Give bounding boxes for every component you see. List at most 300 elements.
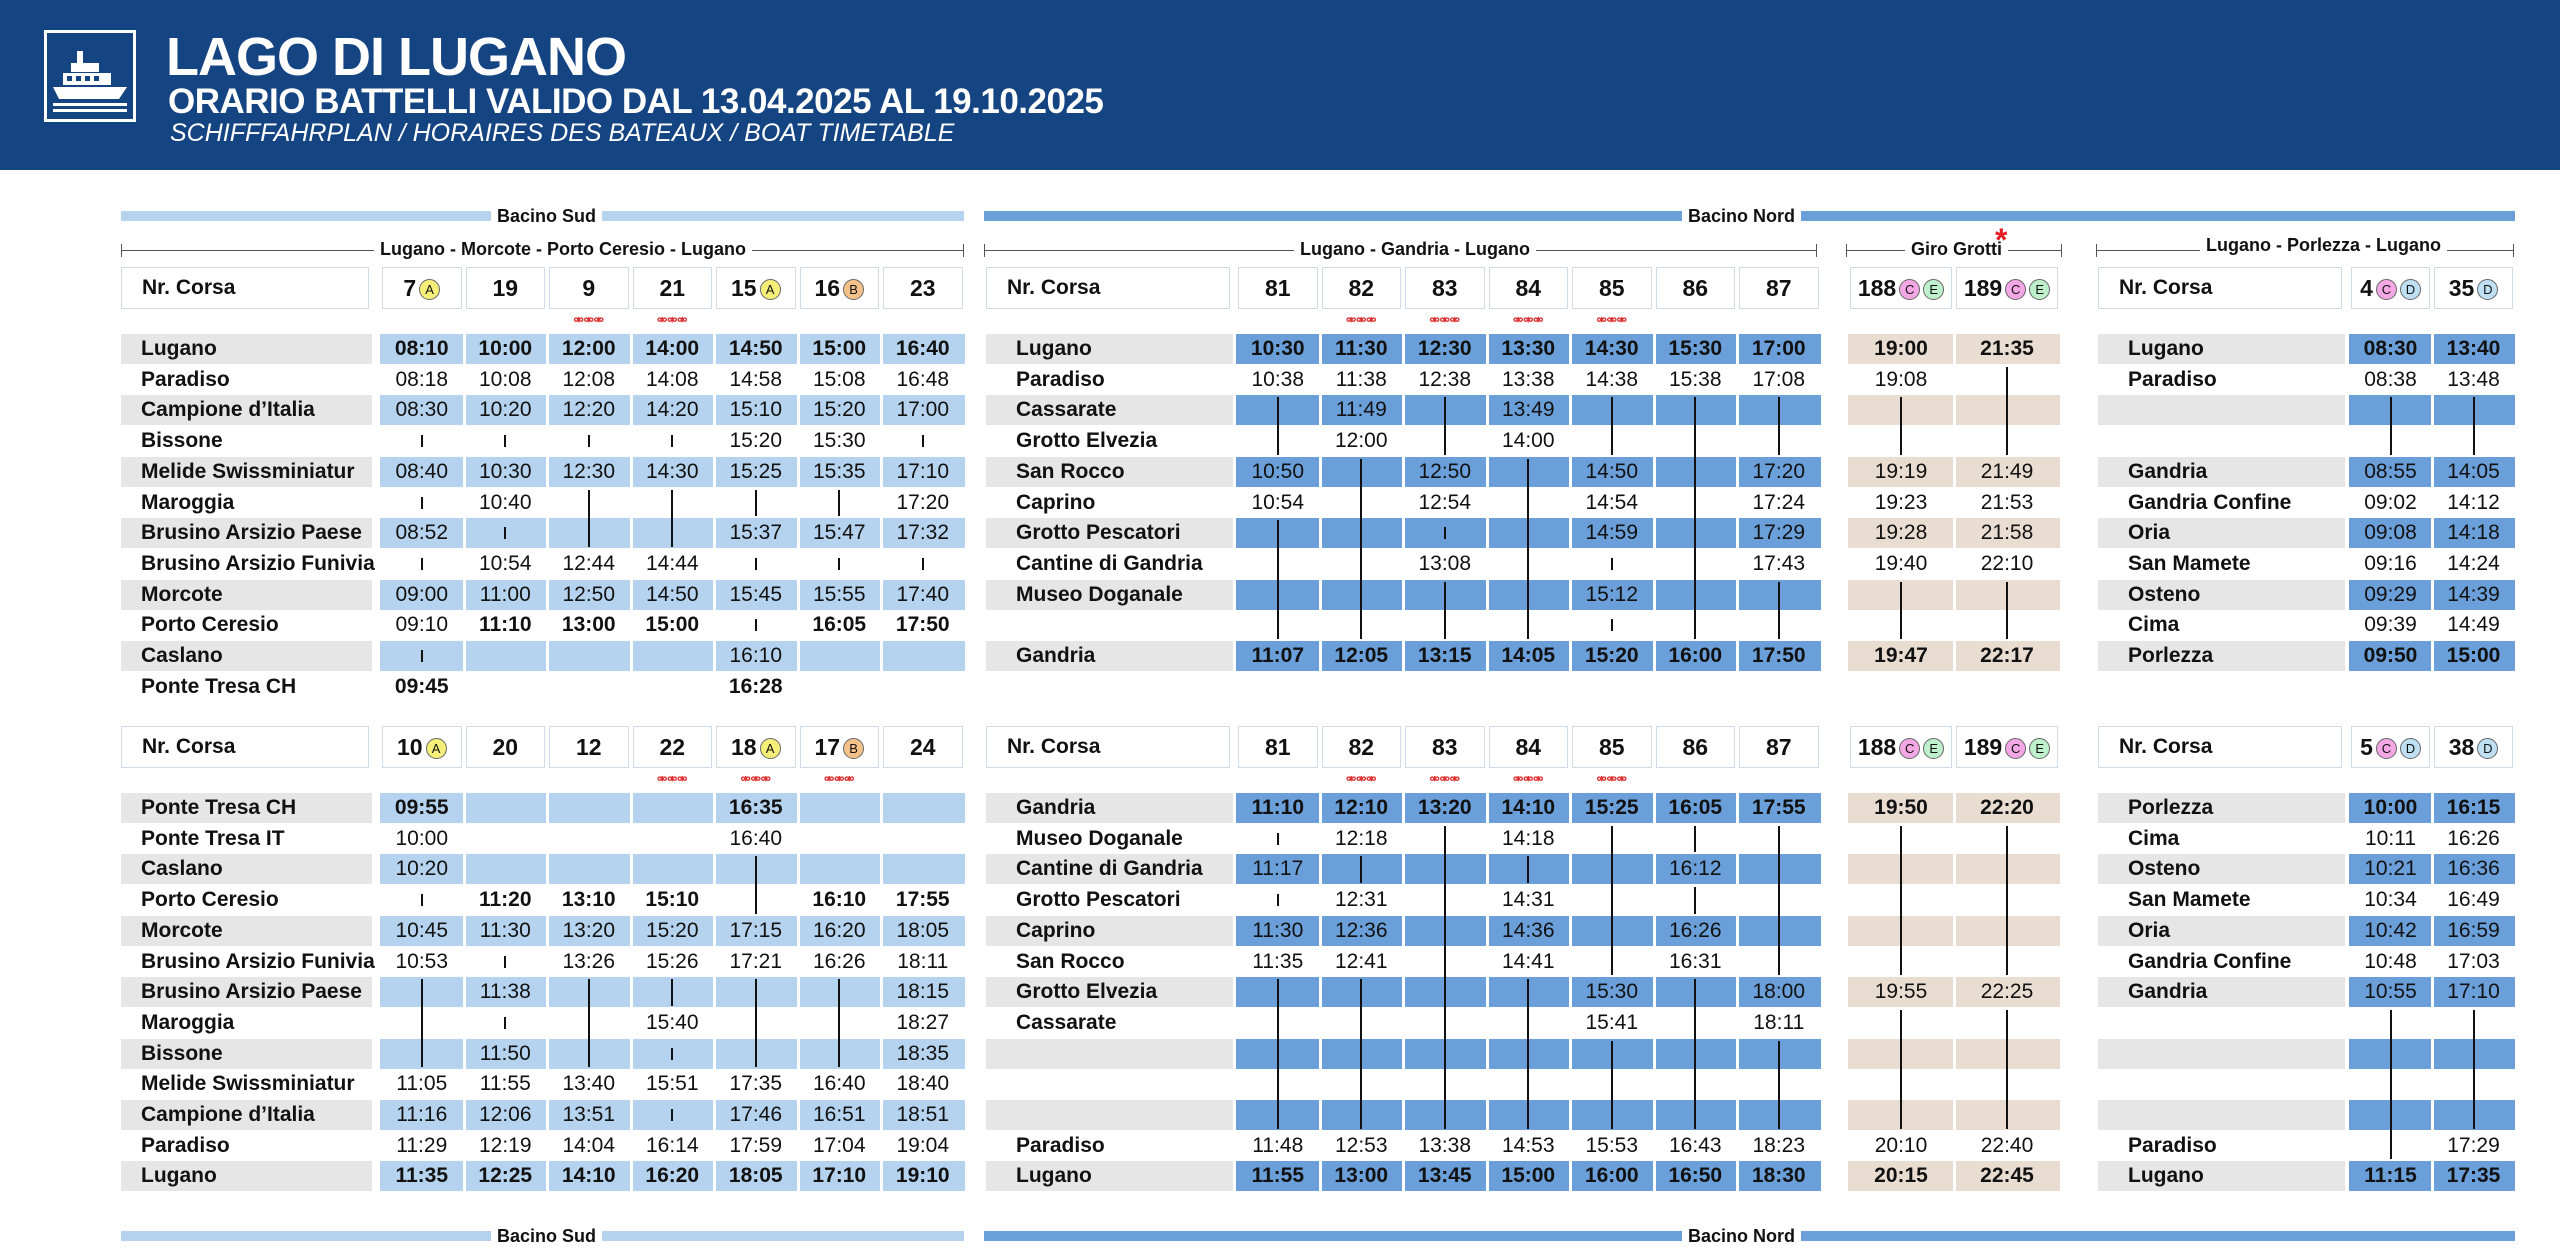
bike-icon: ⚮⚮⚮ xyxy=(1346,772,1377,786)
departure-time: 10:00 xyxy=(2363,796,2418,819)
departure-time: 10:00 xyxy=(478,337,533,360)
departure-time: 12:44 xyxy=(562,551,616,575)
departure-time: 13:20 xyxy=(562,918,616,942)
departure-time: 15:26 xyxy=(645,949,699,973)
skip-line xyxy=(1778,826,1780,976)
band-divider xyxy=(1653,1100,1656,1130)
band-divider xyxy=(1402,518,1405,548)
departure-time: 11:50 xyxy=(479,1041,531,1065)
band-divider xyxy=(880,854,883,884)
stop-name: Campione d’Italia xyxy=(141,398,315,422)
stop-name: Paradiso xyxy=(2128,1133,2217,1157)
row-band xyxy=(986,1100,1233,1130)
departure-time: 14:08 xyxy=(645,367,699,391)
time-band xyxy=(380,641,965,671)
departure-time: 14:05 xyxy=(1501,644,1556,667)
departure-time: 12:00 xyxy=(561,337,616,360)
departure-time: 18:05 xyxy=(896,918,950,942)
departure-time: 21:58 xyxy=(1980,521,2034,545)
trip-number: 82 xyxy=(1348,734,1375,760)
departure-time: 08:10 xyxy=(394,337,449,360)
band-divider xyxy=(1486,854,1489,884)
stop-name: Paradiso xyxy=(1016,367,1105,391)
stop-name: Paradiso xyxy=(141,367,230,391)
trip-number: 87 xyxy=(1765,734,1792,760)
band-divider xyxy=(1736,395,1739,425)
trip-number-header xyxy=(883,726,963,768)
skip-line xyxy=(1360,856,1362,883)
trip-number: 87 xyxy=(1765,275,1792,301)
skip-line xyxy=(1360,459,1362,639)
trip-number: 5 xyxy=(2360,734,2373,760)
trip-tag-badge: C xyxy=(2005,279,2026,300)
band-divider xyxy=(713,1039,716,1069)
departure-time: 15:30 xyxy=(1585,980,1639,1004)
skip-line xyxy=(2006,367,2008,455)
stop-name: Porlezza xyxy=(2128,796,2214,819)
band-divider xyxy=(546,793,549,823)
departure-time: 11:10 xyxy=(478,613,532,637)
band-divider xyxy=(1953,395,1956,425)
stop-name: Lugano xyxy=(141,1164,217,1188)
stop-name: Museo Doganale xyxy=(1016,582,1183,606)
departure-time: 16:40 xyxy=(895,337,950,360)
departure-time: 11:17 xyxy=(1252,857,1304,881)
trip-tag-badge: A xyxy=(426,738,447,759)
stop-name: Gandria Confine xyxy=(2128,490,2292,514)
departure-time: 17:24 xyxy=(1752,490,1806,514)
trip-number-header xyxy=(1956,726,2058,768)
stop-name: Paradiso xyxy=(1016,1133,1105,1157)
departure-time: 08:18 xyxy=(395,367,449,391)
row-band xyxy=(2098,395,2345,425)
departure-time: 19:10 xyxy=(895,1164,950,1188)
header-banner xyxy=(0,0,2560,170)
trip-number-header xyxy=(2351,726,2430,768)
bacino-nord-label-top: Bacino Nord xyxy=(1682,206,1801,226)
bike-icon: ⚮⚮⚮ xyxy=(740,772,771,786)
trip-tag-badge: C xyxy=(1899,279,1920,300)
departure-time: 16:40 xyxy=(812,1072,866,1096)
stop-name: Lugano xyxy=(2128,1164,2204,1188)
trip-number: 15 xyxy=(730,275,757,301)
corsa-label: Nr. Corsa xyxy=(121,267,369,309)
stop-name: Paradiso xyxy=(2128,367,2217,391)
bike-icon: ⚮⚮⚮ xyxy=(824,772,855,786)
departure-time: 11:38 xyxy=(1335,367,1387,391)
band-divider xyxy=(1569,1100,1572,1130)
skip-tick xyxy=(1611,619,1613,631)
time-band xyxy=(380,854,965,884)
stop-name: Porto Ceresio xyxy=(141,888,279,912)
bike-icon: ⚮⚮⚮ xyxy=(573,313,604,327)
departure-time: 16:05 xyxy=(812,613,867,637)
skip-line xyxy=(1694,887,1696,914)
departure-time: 13:49 xyxy=(1501,398,1555,422)
departure-time: 08:38 xyxy=(2364,367,2417,391)
skip-line xyxy=(588,490,590,547)
departure-time: 12:54 xyxy=(1418,490,1472,514)
skip-tick xyxy=(755,558,757,570)
departure-time: 17:50 xyxy=(1751,644,1806,667)
stop-name: San Rocco xyxy=(1016,949,1125,973)
departure-time: 20:10 xyxy=(1874,1133,1928,1157)
trip-number-header xyxy=(1405,267,1485,309)
departure-time: 22:17 xyxy=(1980,644,2034,667)
band-divider xyxy=(630,977,633,1007)
trip-tag-badge: C xyxy=(2376,738,2397,759)
departure-time: 09:50 xyxy=(2363,644,2418,667)
skip-line xyxy=(1900,1010,1902,1129)
departure-time: 15:30 xyxy=(812,429,866,453)
band-divider xyxy=(1402,580,1405,610)
trip-number-header xyxy=(800,726,880,768)
departure-time: 16:12 xyxy=(1668,857,1722,881)
departure-time: 16:43 xyxy=(1668,1133,1722,1157)
trip-tag-badge: D xyxy=(2400,738,2421,759)
departure-time: 16:15 xyxy=(2446,796,2501,819)
stop-name: Osteno xyxy=(2128,582,2201,606)
band-divider xyxy=(880,793,883,823)
skip-tick xyxy=(504,1017,506,1029)
departure-time: 13:26 xyxy=(562,949,616,973)
departure-time: 22:40 xyxy=(1980,1133,2034,1157)
departure-time: 15:20 xyxy=(729,429,783,453)
departure-time: 11:55 xyxy=(479,1072,531,1096)
departure-time: 19:19 xyxy=(1874,459,1928,483)
trip-number: 84 xyxy=(1515,275,1542,301)
skip-tick xyxy=(588,435,590,447)
stop-name: Cassarate xyxy=(1016,398,1117,422)
departure-time: 11:30 xyxy=(1252,918,1304,942)
departure-time: 14:31 xyxy=(1501,888,1555,912)
stop-name: Oria xyxy=(2128,521,2171,545)
corsa-label: Nr. Corsa xyxy=(986,726,1230,768)
skip-line xyxy=(838,979,840,1067)
departure-time: 17:00 xyxy=(896,398,950,422)
departure-time: 17:20 xyxy=(896,490,950,514)
trip-number-header xyxy=(466,726,546,768)
skip-line xyxy=(1694,979,1696,1129)
skip-tick xyxy=(504,435,506,447)
band-divider xyxy=(2431,1100,2434,1130)
time-band xyxy=(380,793,965,823)
skip-tick xyxy=(504,956,506,968)
trip-number: 9 xyxy=(582,275,596,301)
departure-time: 12:38 xyxy=(1418,367,1472,391)
departure-time: 15:08 xyxy=(812,367,866,391)
stop-name: Maroggia xyxy=(141,490,235,514)
departure-time: 17:20 xyxy=(1752,459,1806,483)
departure-time: 11:07 xyxy=(1251,644,1305,667)
stop-name: Porto Ceresio xyxy=(141,613,279,637)
departure-time: 17:03 xyxy=(2447,949,2500,973)
skip-line xyxy=(1360,979,1362,1129)
departure-time: 14:12 xyxy=(2447,490,2500,514)
skip-tick xyxy=(755,619,757,631)
departure-time: 09:39 xyxy=(2364,613,2417,637)
trip-number: 81 xyxy=(1264,734,1291,760)
departure-time: 15:00 xyxy=(2446,644,2501,667)
stop-name: Ponte Tresa CH xyxy=(141,796,297,819)
stop-name: Museo Doganale xyxy=(1016,826,1183,850)
departure-time: 16:50 xyxy=(1668,1164,1723,1188)
skip-line xyxy=(1444,582,1446,639)
stop-name: Gandria xyxy=(1016,796,1096,819)
band-divider xyxy=(1319,580,1322,610)
skip-tick xyxy=(1277,894,1279,906)
departure-time: 18:40 xyxy=(896,1072,950,1096)
departure-time: 16:40 xyxy=(729,826,783,850)
departure-time: 19:23 xyxy=(1874,490,1928,514)
trip-tag-badge: C xyxy=(2005,738,2026,759)
skip-tick xyxy=(421,894,423,906)
departure-time: 12:31 xyxy=(1334,888,1388,912)
trip-tag-badge: E xyxy=(2029,738,2050,759)
departure-time: 12:30 xyxy=(562,459,616,483)
departure-time: 16:26 xyxy=(2447,826,2500,850)
departure-time: 14:00 xyxy=(645,337,700,360)
departure-time: 11:48 xyxy=(1252,1133,1304,1157)
departure-time: 16:36 xyxy=(2447,857,2500,881)
departure-time: 15:35 xyxy=(812,459,866,483)
corsa-label: Nr. Corsa xyxy=(2098,267,2342,309)
departure-time: 11:05 xyxy=(396,1072,448,1096)
skip-line xyxy=(1277,397,1279,454)
departure-time: 10:21 xyxy=(2364,857,2417,881)
skip-line xyxy=(755,856,757,913)
band-divider xyxy=(546,854,549,884)
band-divider xyxy=(1486,977,1489,1007)
departure-time: 22:25 xyxy=(1980,980,2034,1004)
stop-name: Cantine di Gandria xyxy=(1016,857,1203,881)
departure-time: 17:32 xyxy=(896,521,950,545)
departure-time: 17:46 xyxy=(729,1103,783,1126)
departure-time: 11:16 xyxy=(396,1103,448,1126)
stop-name: Grotto Pescatori xyxy=(1016,888,1181,912)
ship-logo-icon xyxy=(44,30,136,122)
departure-time: 17:55 xyxy=(1751,796,1806,819)
departure-time: 09:02 xyxy=(2364,490,2417,514)
stop-name: Campione d’Italia xyxy=(141,1103,315,1126)
trip-number-header xyxy=(883,267,963,309)
trip-number: 83 xyxy=(1431,734,1458,760)
departure-time: 14:50 xyxy=(645,582,699,606)
departure-time: 17:35 xyxy=(2446,1164,2501,1188)
band-divider xyxy=(1736,1100,1739,1130)
departure-time: 10:42 xyxy=(2364,918,2417,942)
skip-line xyxy=(421,979,423,1067)
trip-number-header xyxy=(1238,267,1318,309)
departure-time: 14:50 xyxy=(728,337,783,360)
band-divider xyxy=(2431,1039,2434,1069)
band-divider xyxy=(630,854,633,884)
band-divider xyxy=(630,641,633,671)
stop-name: Paradiso xyxy=(141,1133,230,1157)
trip-number: 188 xyxy=(1857,734,1897,760)
trip-tag-badge: D xyxy=(2477,279,2498,300)
departure-time: 16:00 xyxy=(1584,1164,1639,1188)
departure-time: 08:40 xyxy=(395,459,449,483)
trip-number: 85 xyxy=(1598,275,1625,301)
departure-time: 14:58 xyxy=(729,367,783,391)
trip-number-header xyxy=(1956,267,2058,309)
skip-line xyxy=(2473,1010,2475,1129)
departure-time: 15:45 xyxy=(729,582,783,606)
departure-time: 10:20 xyxy=(395,857,449,881)
departure-time: 22:20 xyxy=(1980,796,2034,819)
departure-time: 14:30 xyxy=(645,459,699,483)
skip-line xyxy=(1277,979,1279,1129)
departure-time: 18:00 xyxy=(1752,980,1806,1004)
trip-number: 35 xyxy=(2448,275,2475,301)
bike-icon: ⚮⚮⚮ xyxy=(1429,313,1460,327)
departure-time: 17:29 xyxy=(2447,1133,2500,1157)
band-divider xyxy=(1569,1039,1572,1069)
departure-time: 15:00 xyxy=(812,337,867,360)
trip-number: 21 xyxy=(659,275,686,301)
departure-time: 14:50 xyxy=(1585,459,1639,483)
departure-time: 10:00 xyxy=(395,826,449,850)
skip-tick xyxy=(504,527,506,539)
departure-time: 16:35 xyxy=(728,796,783,819)
departure-time: 13:30 xyxy=(1501,337,1556,360)
departure-time: 16:10 xyxy=(729,644,783,667)
trip-tag-badge: B xyxy=(843,738,864,759)
stop-name: Bissone xyxy=(141,1041,223,1065)
skip-line xyxy=(1694,397,1696,639)
departure-time: 09:08 xyxy=(2364,521,2417,545)
skip-line xyxy=(1694,826,1696,853)
skip-line xyxy=(1778,397,1780,454)
departure-time: 15:30 xyxy=(1668,337,1723,360)
band-divider xyxy=(797,1039,800,1069)
departure-time: 14:54 xyxy=(1585,490,1639,514)
departure-time: 16:00 xyxy=(1668,644,1723,667)
trip-number-header xyxy=(1739,267,1819,309)
departure-time: 17:43 xyxy=(1752,551,1806,575)
departure-time: 17:04 xyxy=(812,1133,866,1157)
corsa-label: Nr. Corsa xyxy=(986,267,1230,309)
departure-time: 15:12 xyxy=(1585,582,1639,606)
page-subtitle: ORARIO BATTELLI VALIDO DAL 13.04.2025 AL 19.10.2025 xyxy=(168,82,1104,121)
departure-time: 12:20 xyxy=(562,398,616,422)
departure-time: 13:15 xyxy=(1417,644,1472,667)
trip-number-header xyxy=(633,267,713,309)
departure-time: 14:24 xyxy=(2447,551,2500,575)
band-divider xyxy=(630,518,633,548)
trip-number-header xyxy=(549,726,629,768)
departure-time: 15:41 xyxy=(1585,1010,1639,1034)
bike-icon: ⚮⚮⚮ xyxy=(1346,313,1377,327)
trip-number-header xyxy=(1850,726,1952,768)
departure-time: 17:00 xyxy=(1751,337,1806,360)
stop-name: Morcote xyxy=(141,918,223,942)
skip-tick xyxy=(671,1109,673,1121)
stop-name: Gandria xyxy=(2128,459,2208,483)
departure-time: 21:49 xyxy=(1980,459,2034,483)
stop-name: Cantine di Gandria xyxy=(1016,551,1203,575)
departure-time: 17:08 xyxy=(1752,367,1806,391)
departure-time: 16:28 xyxy=(728,674,783,698)
trip-tag-badge: E xyxy=(1923,279,1944,300)
departure-time: 11:15 xyxy=(2364,1164,2417,1188)
departure-time: 11:35 xyxy=(1252,949,1304,973)
trip-tag-badge: C xyxy=(2376,279,2397,300)
page-title: LAGO DI LUGANO xyxy=(166,27,626,87)
departure-time: 12:06 xyxy=(478,1103,532,1126)
stop-name: Brusino Arsizio Paese xyxy=(141,521,362,545)
departure-time: 18:30 xyxy=(1751,1164,1806,1188)
departure-time: 11:10 xyxy=(1251,796,1305,819)
trip-number-header xyxy=(633,726,713,768)
departure-time: 16:31 xyxy=(1668,949,1722,973)
skip-line xyxy=(1444,826,1446,1129)
trip-number: 18 xyxy=(730,734,757,760)
bike-icon: ⚮⚮⚮ xyxy=(1596,313,1627,327)
departure-time: 16:48 xyxy=(896,367,950,391)
departure-time: 18:15 xyxy=(896,980,950,1004)
band-divider xyxy=(880,641,883,671)
departure-time: 15:38 xyxy=(1668,367,1722,391)
skip-tick xyxy=(671,1048,673,1060)
row-band xyxy=(2098,1039,2345,1069)
band-divider xyxy=(1486,1039,1489,1069)
band-divider xyxy=(713,977,716,1007)
departure-time: 18:05 xyxy=(728,1164,783,1188)
stop-name: Grotto Elvezia xyxy=(1016,980,1158,1004)
trip-number-header xyxy=(382,267,462,309)
departure-time: 16:20 xyxy=(812,918,866,942)
departure-time: 17:21 xyxy=(729,949,783,973)
stop-name: Melide Swissminiatur xyxy=(141,459,355,483)
trip-number: 7 xyxy=(403,275,417,301)
departure-time: 08:52 xyxy=(395,521,449,545)
departure-time: 15:40 xyxy=(645,1010,699,1034)
skip-line xyxy=(2006,826,2008,976)
departure-time: 14:41 xyxy=(1501,949,1555,973)
departure-time: 10:08 xyxy=(478,367,532,391)
skip-tick xyxy=(1277,833,1279,845)
departure-time: 12:05 xyxy=(1334,644,1389,667)
stop-name: Lugano xyxy=(1016,1164,1092,1188)
bacino-sud-label-bottom: Bacino Sud xyxy=(491,1226,602,1246)
band-divider xyxy=(630,1039,633,1069)
trip-number-header xyxy=(2351,267,2430,309)
departure-time: 17:50 xyxy=(895,613,950,637)
trip-tag-badge: E xyxy=(1923,738,1944,759)
trip-number: 23 xyxy=(909,275,936,301)
departure-time: 16:10 xyxy=(812,888,867,912)
departure-time: 15:25 xyxy=(1584,796,1639,819)
departure-time: 09:10 xyxy=(395,613,449,637)
departure-time: 10:40 xyxy=(478,490,532,514)
trip-number: 85 xyxy=(1598,734,1625,760)
departure-time: 10:45 xyxy=(395,918,449,942)
band-divider xyxy=(1953,916,1956,946)
trip-number: 22 xyxy=(659,734,686,760)
skip-tick xyxy=(922,435,924,447)
skip-tick xyxy=(421,435,423,447)
trip-number-header xyxy=(1656,267,1736,309)
departure-time: 18:23 xyxy=(1752,1133,1806,1157)
stop-name: Ponte Tresa IT xyxy=(141,826,285,850)
trip-number-header xyxy=(716,726,796,768)
departure-time: 16:49 xyxy=(2447,888,2500,912)
departure-time: 14:30 xyxy=(1584,337,1639,360)
band-divider xyxy=(1486,518,1489,548)
stop-name: Ponte Tresa CH xyxy=(141,674,297,698)
